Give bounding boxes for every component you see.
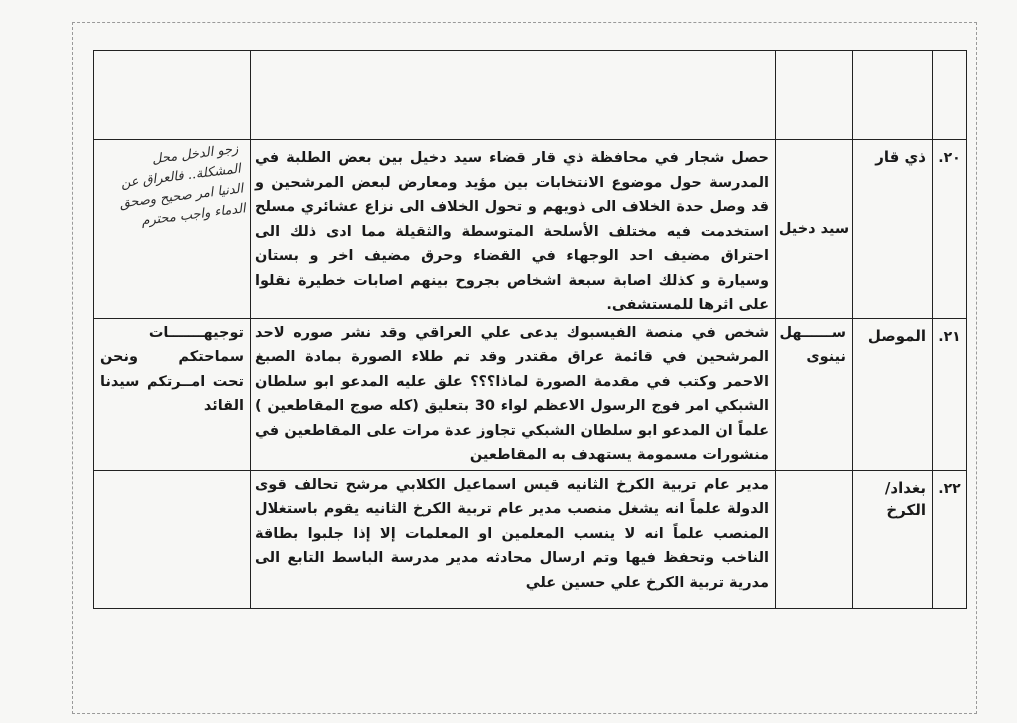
district-name: سيد دخيل xyxy=(778,220,850,237)
row-number: ٢٢. xyxy=(938,480,961,497)
handwritten-note: زجو الدخل محل المشكلة.. فالعراق عن الدنيا امر صحيح وصحق الدماء واجب محترم xyxy=(118,141,247,229)
note-cell xyxy=(94,140,251,319)
governorate-cell xyxy=(853,318,933,470)
table-row xyxy=(94,140,967,319)
note-cell xyxy=(94,470,251,608)
district-cell xyxy=(776,51,853,140)
table-row xyxy=(94,470,967,608)
governorate-name: الموصل xyxy=(867,326,926,345)
note-cell xyxy=(94,51,251,140)
row-number-cell xyxy=(933,51,967,140)
district-cell xyxy=(776,318,853,470)
description-cell xyxy=(251,470,776,608)
governorate-cell xyxy=(853,140,933,319)
table-row xyxy=(94,51,967,140)
row-number-cell xyxy=(933,470,967,608)
governorate-name: بغداد/الكرخ xyxy=(884,478,926,519)
description-cell xyxy=(251,51,776,140)
incident-description: شخص في منصة الفيسبوك يدعى علي العراقي وقد نشر صوره لاحد المرشحين في قائمة عراق مقتدر وقد تم طلاء الصورة بمادة الصبغ الاحمر وكتب في مقدمة الصورة لماذا؟؟؟ علق عليه المدعو ابو سلطان الشبكي امر فوج الرسول الاعظم لواء 30 بتعليق (كله صوج المقاطعين ) علماً ان المدعو ابو سلطان الشبكي تجاوز عدة مرات على المقاطعين في منشورات مسمومة يستهدف به المقاطعين xyxy=(255,324,769,463)
row-number-cell xyxy=(933,318,967,470)
table-row xyxy=(94,318,967,470)
row-number-cell xyxy=(933,140,967,319)
description-cell xyxy=(251,318,776,470)
row-number: ٢١. xyxy=(938,328,961,345)
governorate-name: ذي قار xyxy=(875,148,926,166)
description-cell xyxy=(251,140,776,319)
note-text: توجيهـــــــات سماحتكم ونحن تحت امــرتكم سيدنا القائد xyxy=(100,324,244,414)
district-cell xyxy=(776,140,853,319)
incident-description: حصل شجار في محافظة ذي قار قضاء سيد دخيل بين بعض الطلبة في المدرسة حول موضوع الانتخابات بين مؤيد ومعارض لبعض المرشحين و قد وصل حدة الخلاف الى ذويهم و تحول الخلاف الى نزاع عشائري مسلح استخدمت فيه مختلف الأسلحة المتوسطة والثقيلة مما ادى ذلك الى احتراق مضيف احد الوجهاء في القضاء وحرق مضيف اخر و بستان وسيارة و كذلك اصابة سبعة اشخاص بجروح بينهم اصابات خطيرة نقلوا على اثرها للمستشفى. xyxy=(255,150,769,313)
governorate-cell xyxy=(853,51,933,140)
district-name: ســــــهل نينوى xyxy=(779,324,846,365)
incident-description: مدير عام تربية الكرخ الثانيه قيس اسماعيل الكلابي مرشح تحالف قوى الدولة علماً انه يشغل منصب مدير عام تربية الكرخ الثانيه يقوم باستغلال المنصب علماً انه لا ينسب المعلمين او المعلمات إلا إذا جلبوا بطاقة الناخب وتحفظ فيها وتم ارسال محادثه مدير مدرسة الباسط التابع الى مدرية تربية الكرخ علي حسين علي xyxy=(255,476,769,591)
report-table xyxy=(93,50,967,609)
governorate-cell xyxy=(853,470,933,608)
note-cell xyxy=(94,318,251,470)
row-number: ٢٠. xyxy=(938,150,961,166)
district-cell xyxy=(776,470,853,608)
